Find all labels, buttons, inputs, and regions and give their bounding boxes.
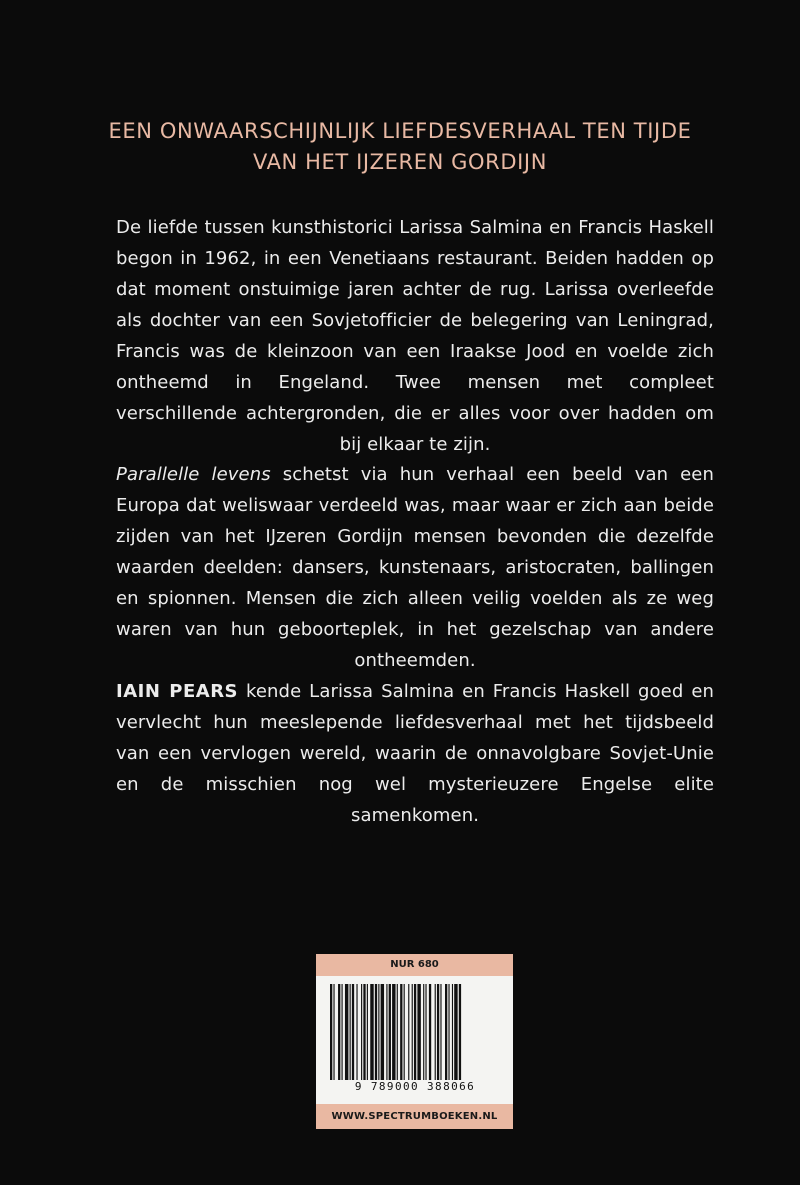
publisher-website: WWW.SPECTRUMBOEKEN.NL	[316, 1104, 513, 1129]
barcode-icon	[330, 984, 500, 1080]
headline	[0, 116, 800, 178]
paragraph-book-text: schetst via hun verhaal een beeld van een Europa dat weliswaar verdeeld was, maar waar er zich aan beide zijden van het IJzeren Gordijn mensen bevonden die dezelfde waarden deelden: dansers, kunstenaars, aristocraten, ballingen en spionnen. Mensen die zich alleen veilig voelden als ze weg waren van hun geboorteplek, in het gezelschap van andere ontheemden.	[116, 464, 714, 671]
paragraph-author	[116, 676, 714, 831]
headline-line-1: EEN ONWAARSCHIJNLIJK LIEFDESVERHAAL TEN TIJDE	[108, 119, 692, 143]
nur-code: NUR 680	[316, 954, 513, 976]
isbn-number: 9 789000 388066	[354, 1080, 476, 1093]
paragraph-author-text: kende Larissa Salmina en Francis Haskell goed en vervlecht hun meeslepende liefdesverhaal met het tijdsbeeld van een vervlogen wereld, waarin de onnavolgbare Sovjet-Unie en de misschien nog wel mysterieuzere Engelse elite samenkomen.	[116, 681, 714, 826]
paragraph-book	[116, 459, 714, 676]
headline-line-2: VAN HET IJZEREN GORDIJN	[252, 150, 548, 174]
paragraph-intro: De liefde tussen kunsthistorici Larissa Salmina en Francis Haskell begon in 1962, in een Venetiaans restaurant. Beiden hadden op dat moment onstuimige jaren achter de rug. Larissa overleefde als dochter van een Sovjetofficier de belegering van Leningrad, Francis was de kleinzoon van een Iraakse Jood en voelde zich ontheemd in Engeland. Twee mensen met compleet verschillende achtergronden, die er alles voor over hadden om bij elkaar te zijn.	[116, 217, 714, 455]
book-title: Parallelle levens	[116, 464, 271, 485]
author-name: IAIN PEARS	[116, 681, 239, 702]
barcode-label	[316, 954, 513, 1129]
